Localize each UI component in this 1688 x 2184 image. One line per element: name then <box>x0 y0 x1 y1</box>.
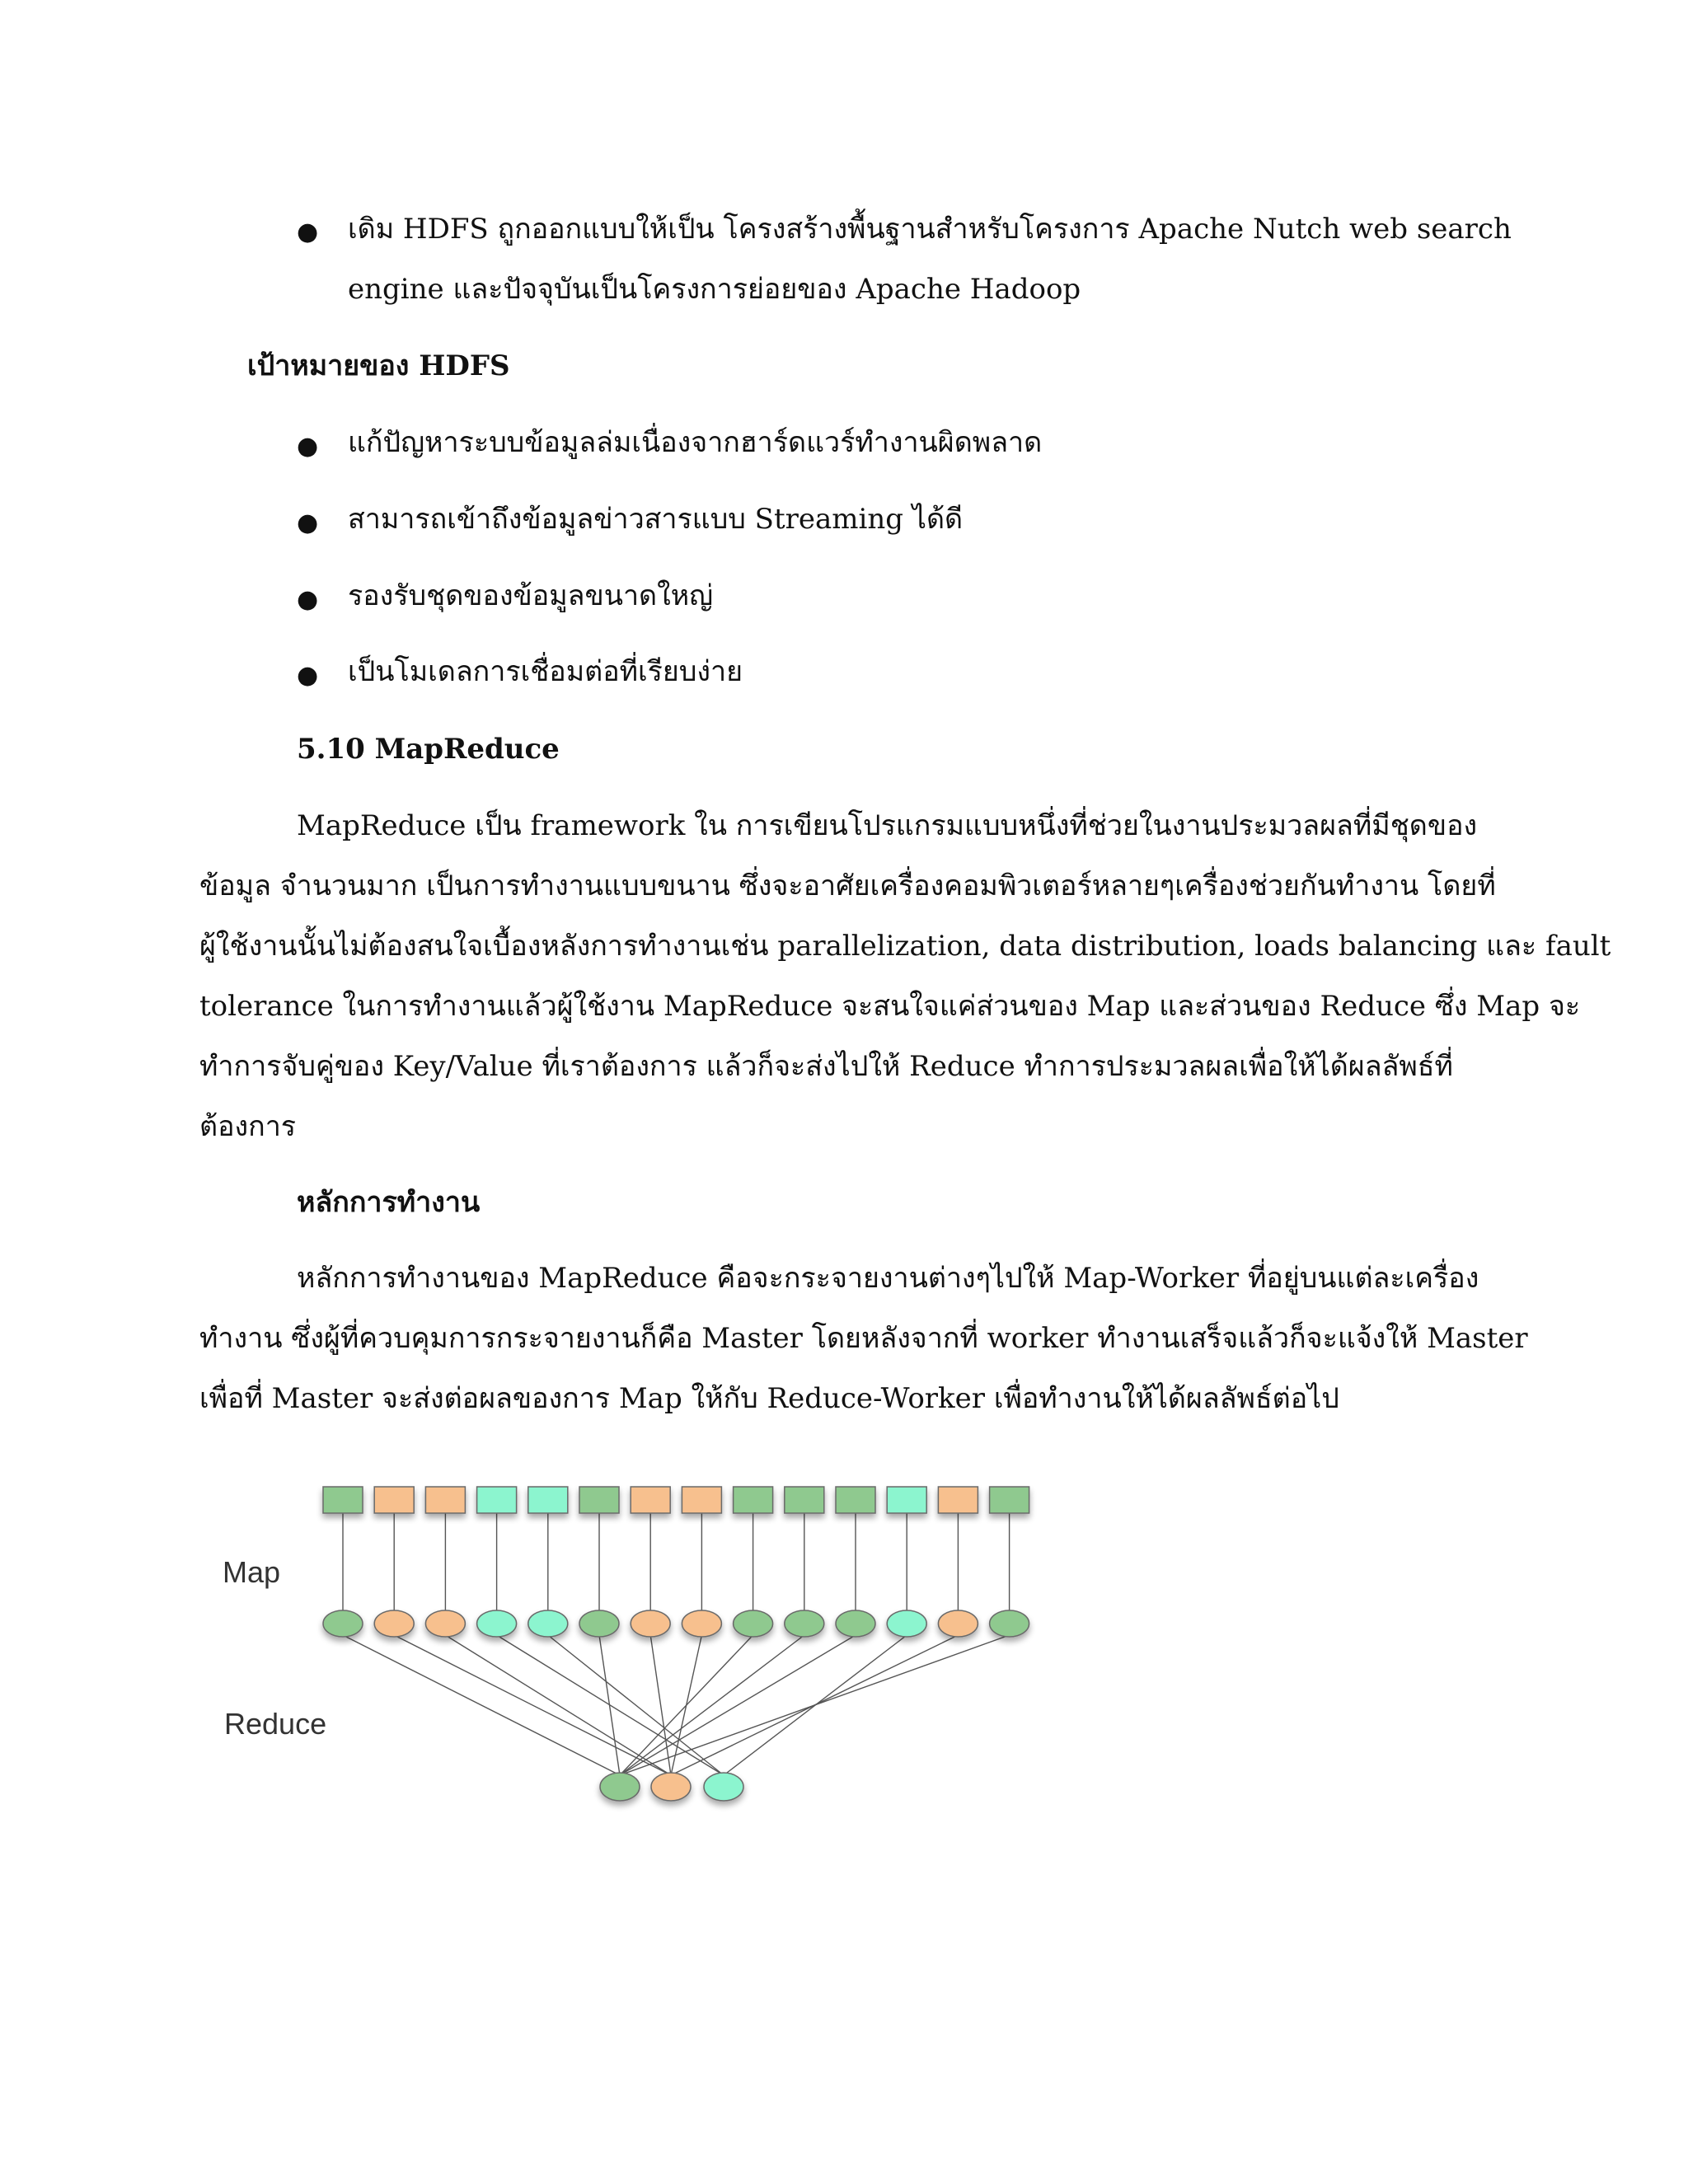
map-node <box>734 1610 773 1637</box>
reduce-node <box>600 1773 640 1801</box>
paragraph-line <box>199 1382 1688 1415</box>
input-split-box <box>990 1487 1029 1513</box>
map-node <box>836 1610 875 1637</box>
bullet-dot: ● <box>297 218 319 246</box>
paragraph-text: MapReduce เป็น framework ใน การเขียนโปรแกรมแบบหนึ่งที่ช่วยในงานประมวลผลที่มีชุดของ <box>297 809 1478 842</box>
goal-item: เป็นโมเดลการเชื่อมต่อที่เรียบง่าย <box>348 655 743 688</box>
map-node <box>887 1610 926 1637</box>
input-split-box <box>425 1487 465 1513</box>
bullet-dot: ● <box>297 432 319 461</box>
paragraph-line <box>297 1262 1489 1295</box>
input-split-box <box>323 1487 363 1513</box>
input-split-box <box>528 1487 568 1513</box>
paragraph-text: หลักการทำงานของ MapReduce คือจะกระจายงานต่างๆไปให้ Map-Worker ที่อยู่บนแต่ละเครื่อง <box>297 1262 1479 1295</box>
bullet-dot: ● <box>297 585 319 614</box>
shuffle-edge <box>620 1635 753 1775</box>
bullet-dot: ● <box>297 661 319 690</box>
goal-item: รองรับชุดของข้อมูลขนาดใหญ่ <box>348 579 714 612</box>
input-split-box <box>938 1487 978 1513</box>
paragraph-line <box>199 869 1496 902</box>
shuffle-edge <box>394 1635 671 1775</box>
shuffle-edge <box>620 1635 856 1775</box>
paragraph-text: ข้อมูล จำนวนมาก เป็นการทำงานแบบขนาน ซึ่งจะอาศัยเครื่องคอมพิวเตอร์หลายๆเครื่องช่วยกันทำงาน โดยที่ <box>199 869 1496 902</box>
shuffle-edge <box>620 1635 1010 1775</box>
paragraph-text: ทำการจับคู่ของ Key/Value ที่เราต้องการ แล้วก็จะส่งไปให้ Reduce ทำการประมวลผลเพื่อให้ได้ผลลัพธ์ที่ <box>199 1050 1453 1083</box>
shuffle-edge <box>599 1635 620 1775</box>
paragraph-text: ทำงาน ซึ่งผู้ที่ควบคุมการกระจายงานก็คือ Master โดยหลังจากที่ worker ทำงานเสร็จแล้วก็จะแจ้งให้ Master <box>199 1322 1528 1355</box>
intro-bullet-text-1: เดิม HDFS ถูกออกแบบให้เป็น โครงสร้างพื้นฐานสำหรับโครงการ Apache Nutch web search <box>348 213 1512 246</box>
map-node <box>425 1610 465 1637</box>
paragraph-text: เพื่อที่ Master จะส่งต่อผลของการ Map ให้กับ Reduce-Worker เพื่อทำงานให้ได้ผลลัพธ์ต่อไป <box>199 1382 1339 1415</box>
map-node <box>990 1610 1029 1637</box>
goal-item: สามารถเข้าถึงข้อมูลข่าวสารแบบ Streaming ได้ดี <box>348 503 964 536</box>
input-split-box <box>477 1487 517 1513</box>
bullet-dot: ● <box>297 509 319 537</box>
map-node <box>938 1610 978 1637</box>
map-node <box>477 1610 517 1637</box>
shuffle-edge <box>650 1635 671 1775</box>
principle-heading: หลักการทำงาน <box>297 1186 481 1219</box>
reduce-label: Reduce <box>224 1707 327 1741</box>
paragraph-text: tolerance ในการทำงานแล้วผู้ใช้งาน MapReduce จะสนใจแค่ส่วนของ Map และส่วนของ Reduce ซึ่ง Map จะ <box>199 990 1581 1023</box>
paragraph-line <box>199 1050 1489 1083</box>
map-node <box>579 1610 619 1637</box>
input-split-box <box>887 1487 926 1513</box>
paragraph-text: ผู้ใช้งานนั้นไม่ต้องสนใจเบื้องหลังการทำงานเช่น parallelization, data distribution, loads balancing และ fault <box>199 930 1611 963</box>
map-node <box>682 1610 721 1637</box>
section-heading: 5.10 MapReduce <box>297 733 560 766</box>
input-split-box <box>579 1487 619 1513</box>
intro-bullet-text-2: engine และปัจจุบันเป็นโครงการย่อยของ Apache Hadoop <box>348 273 1081 306</box>
goal-item: แก้ปัญหาระบบข้อมูลล่มเนื่องจากฮาร์ดแวร์ทำงานผิดพลาด <box>348 426 1043 459</box>
input-split-box <box>631 1487 670 1513</box>
map-node <box>374 1610 414 1637</box>
map-node <box>785 1610 824 1637</box>
input-split-box <box>374 1487 414 1513</box>
shuffle-edge <box>620 1635 804 1775</box>
input-split-box <box>785 1487 824 1513</box>
intro-bullet-line-2 <box>348 273 1688 306</box>
map-node <box>631 1610 670 1637</box>
hdfs-goals-heading: เป้าหมายของ HDFS <box>247 349 510 382</box>
shuffle-edge <box>445 1635 671 1775</box>
intro-bullet-line-1 <box>348 213 1512 246</box>
map-node <box>528 1610 568 1637</box>
paragraph-line <box>199 1110 1688 1143</box>
input-split-box <box>734 1487 773 1513</box>
input-split-box <box>836 1487 875 1513</box>
shuffle-edge <box>343 1635 620 1775</box>
mapreduce-diagram <box>198 1475 1104 1838</box>
paragraph-line <box>199 990 1581 1023</box>
paragraph-line <box>199 930 1611 963</box>
shuffle-edge <box>497 1635 724 1775</box>
paragraph-text: ต้องการ <box>199 1110 297 1143</box>
map-node <box>323 1610 363 1637</box>
paragraph-line <box>199 1322 1528 1355</box>
paragraph-line <box>297 809 1489 842</box>
map-label: Map <box>223 1555 281 1589</box>
reduce-node <box>651 1773 691 1801</box>
input-split-box <box>682 1487 721 1513</box>
reduce-node <box>704 1773 743 1801</box>
